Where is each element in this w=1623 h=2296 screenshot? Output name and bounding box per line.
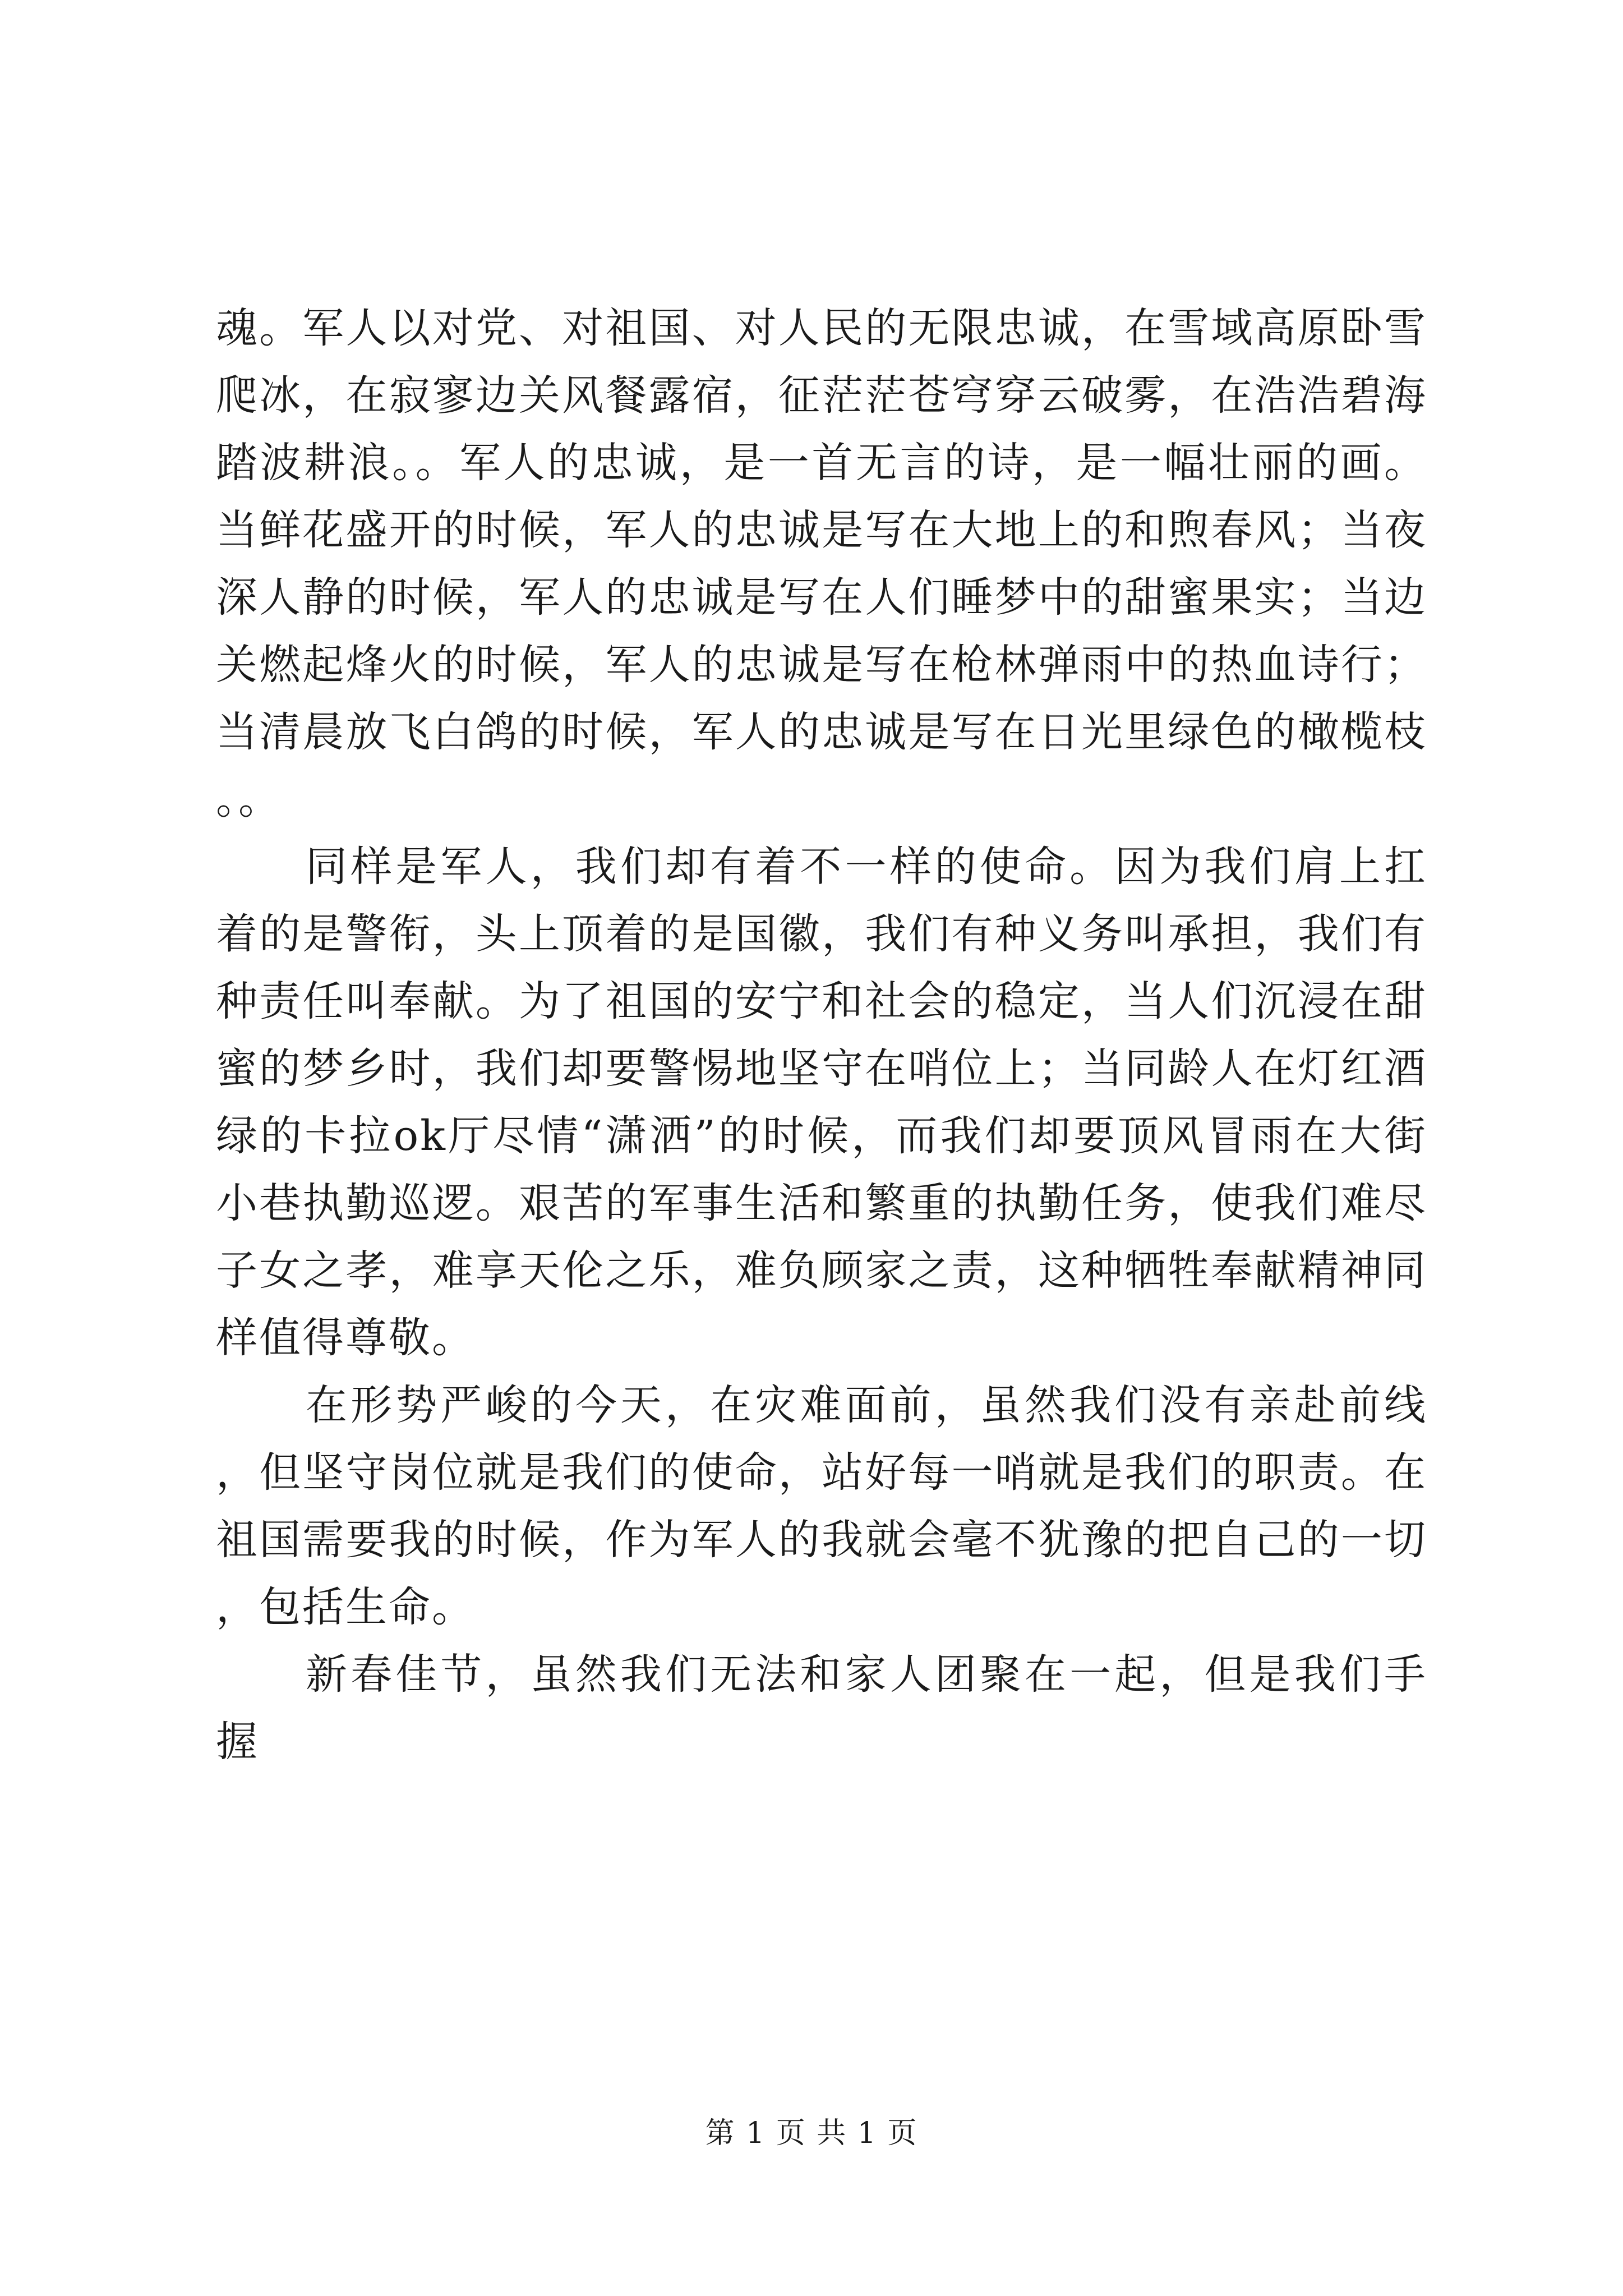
- paragraph-3: 在形势严峻的今天，在灾难面前，虽然我们没有亲赴前线，但坚守岗位就是我们的使命，站好每一哨就是我们的职责。在祖国需要我的时候，作为军人的我就会毫不犹豫的把自己的一切，包括生命。: [216, 1381, 1427, 1631]
- paragraph-1: 魂。军人以对党、对祖国、对人民的无限忠诚，在雪域高原卧雪爬冰，在寂寥边关风餐露宿，征茫茫苍穹穿云破雾，在浩浩碧海踏波耕浪。。军人的忠诚，是一首无言的诗，是一幅壮丽的画。当鲜花盛开的时候，军人的忠诚是写在大地上的和煦春风；当夜深人静的时候，军人的忠诚是写在人们睡梦中的甜蜜果实；当边关燃起烽火的时候，军人的忠诚是写在枪林弹雨中的热血诗行；当清晨放飞白鸽的时候，军人的忠诚是写在日光里绿色的橄榄枝。。: [216, 304, 1427, 823]
- page-footer: 第 1 页 共 1 页: [705, 2116, 918, 2150]
- document-body: [216, 295, 1427, 1775]
- paragraph-4: 新春佳节，虽然我们无法和家人团聚在一起，但是我们手握: [216, 1650, 1427, 1766]
- paragraph-2: 同样是军人，我们却有着不一样的使命。因为我们肩上扛着的是警衔，头上顶着的是国徽，我们有种义务叫承担，我们有种责任叫奉献。为了祖国的安宁和社会的稳定，当人们沉浸在甜蜜的梦乡时，我们却要警惕地坚守在哨位上；当同龄人在灯红酒绿的卡拉ok厅尽情“潇洒”的时候，而我们却要顶风冒雨在大街小巷执勤巡逻。艰苦的军事生活和繁重的执勤任务，使我们难尽子女之孝，难享天伦之乐，难负顾家之责，这种牺牲奉献精神同样值得尊敬。: [216, 843, 1427, 1362]
